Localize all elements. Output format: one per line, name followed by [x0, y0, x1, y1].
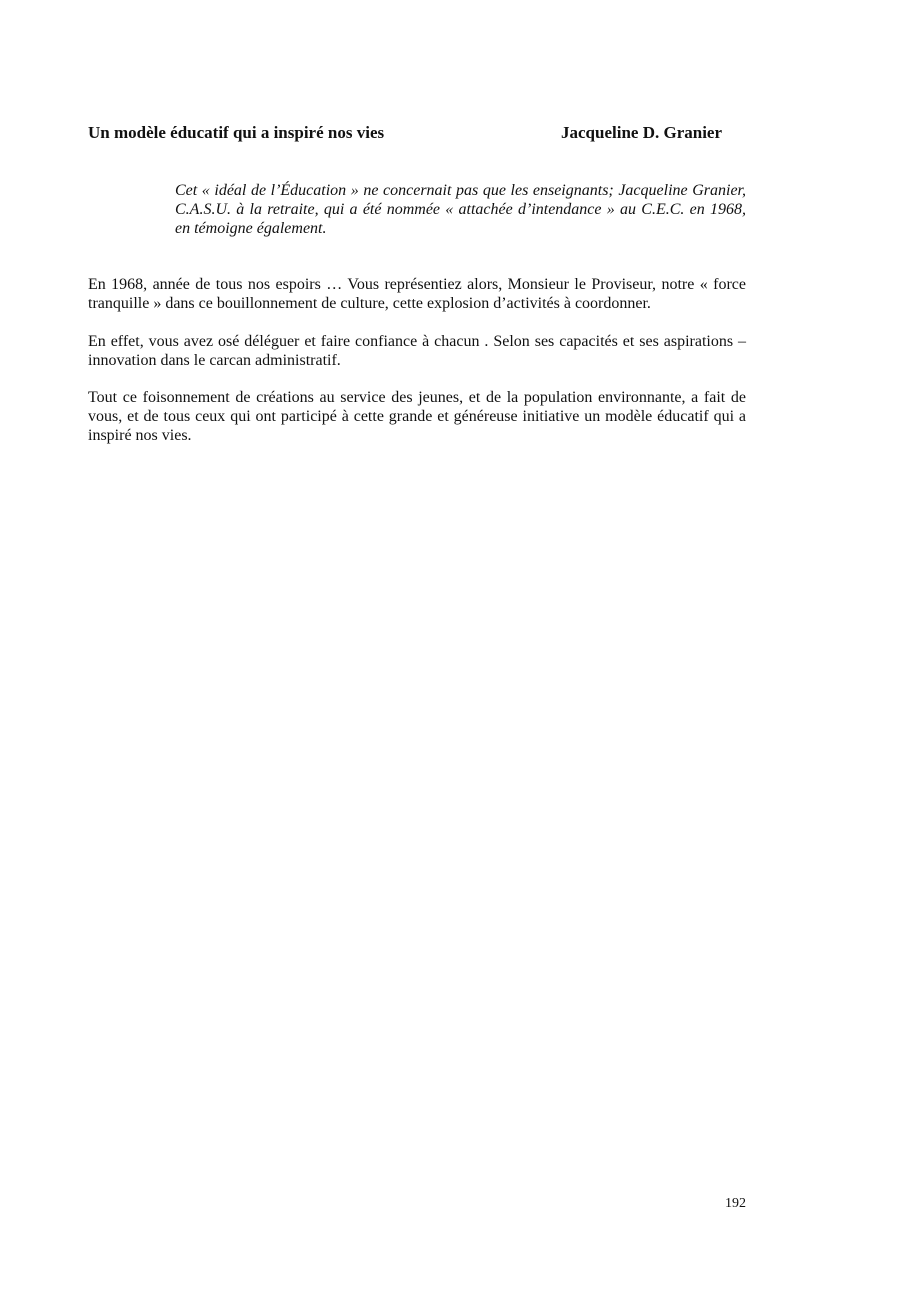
page-number: 192 [725, 1196, 746, 1211]
body-paragraph-2: En effet, vous avez osé déléguer et faire confiance à chacun . Selon ses capacités et ses aspirations – innovation dans le carcan administratif. [88, 333, 746, 369]
body-paragraph-3: Tout ce foisonnement de créations au service des jeunes, et de la population environnante, a fait de vous, et de tous ceux qui ont participé à cette grande et généreuse initiative un modèle éducatif qui a inspiré nos vies. [88, 389, 746, 444]
intro-paragraph: Cet « idéal de l’Éducation » ne concernait pas que les enseignants; Jacqueline Granier, C.A.S.U. à la retraite, qui a été nommée « attachée d’intendance » au C.E.C. en 1968, en témoigne également. [175, 182, 746, 237]
article-title: Un modèle éducatif qui a inspiré nos vies [88, 123, 385, 142]
page-header [88, 122, 738, 146]
body-paragraph-1: En 1968, année de tous nos espoirs … Vous représentiez alors, Monsieur le Proviseur, notre « force tranquille » dans ce bouillonnement de culture, cette explosion d’activités à coordonner. [88, 276, 746, 312]
article-author: Jacqueline D. Granier [561, 123, 723, 142]
